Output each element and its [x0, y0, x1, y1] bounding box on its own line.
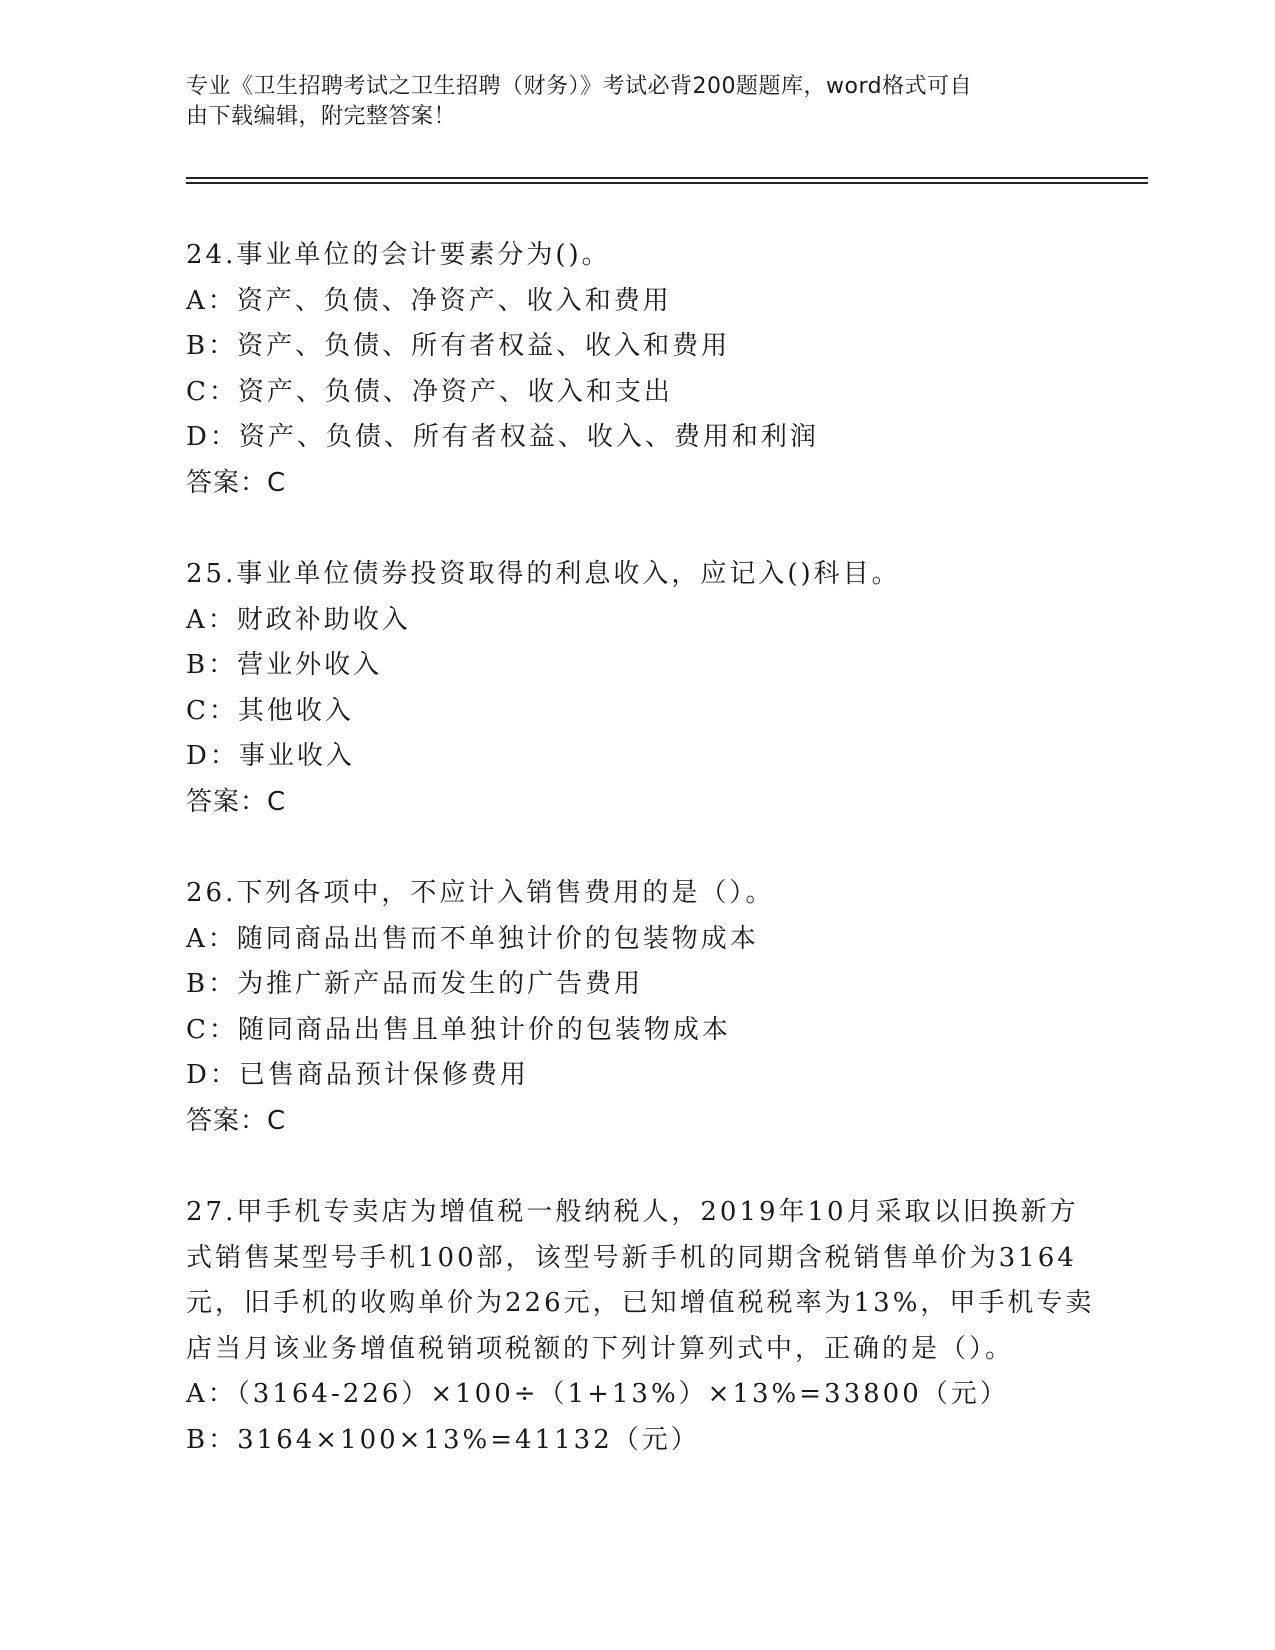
- header-divider-top: [186, 177, 1148, 179]
- question-26: [186, 871, 1086, 1144]
- option-c: C：资产、负债、净资产、收入和支出: [186, 376, 673, 407]
- option-d: D：已售商品预计保修费用: [186, 1060, 529, 1090]
- question-24: [186, 233, 1086, 506]
- option-c: C：其他收入: [186, 695, 354, 726]
- document-header: [186, 72, 1066, 132]
- option-b: B：3164×100×13%=41132（元）: [186, 1424, 700, 1455]
- question-stem-line-3: 元，旧手机的收购单价为226元，已知增值税税率为13%，甲手机专卖: [186, 1288, 1095, 1318]
- answer-line: 答案：C: [186, 1105, 287, 1136]
- header-line-1: 专业《卫生招聘考试之卫生招聘（财务）》考试必背200题题库，word格式可自: [186, 74, 973, 99]
- answer-line: 答案：C: [186, 467, 287, 498]
- answer-line: 答案：C: [186, 786, 287, 817]
- header-line-2: 由下载编辑，附完整答案！: [186, 104, 457, 129]
- question-stem: 24.事业单位的会计要素分为()。: [186, 240, 611, 270]
- header-divider-bottom: [186, 182, 1148, 184]
- option-d: D：事业收入: [186, 741, 355, 771]
- option-a: A：财政补助收入: [186, 604, 411, 635]
- question-stem: 26.下列各项中，不应计入销售费用的是（）。: [186, 878, 775, 908]
- option-b: B：营业外收入: [186, 650, 383, 680]
- option-a: A：随同商品出售而不单独计价的包装物成本: [186, 923, 759, 954]
- question-stem: 25.事业单位债券投资取得的利息收入，应记入()科目。: [186, 559, 901, 589]
- question-stem-line-4: 店当月该业务增值税销项税额的下列计算列式中，正确的是（）。: [186, 1333, 1015, 1364]
- option-b: B：资产、负债、所有者权益、收入和费用: [186, 331, 731, 361]
- question-stem-line-1: 27.甲手机专卖店为增值税一般纳税人，2019年10月采取以旧换新方: [186, 1197, 1079, 1227]
- question-27: [186, 1190, 1095, 1463]
- question-25: [186, 552, 1086, 825]
- question-stem-line-2: 式销售某型号手机100部，该型号新手机的同期含税销售单价为3164: [186, 1242, 1077, 1273]
- option-c: C：随同商品出售且单独计价的包装物成本: [186, 1014, 731, 1045]
- option-a: A：资产、负债、净资产、收入和费用: [186, 285, 672, 316]
- option-a: A：（3164-226）×100÷（1+13%）×13%=33800（元）: [186, 1379, 1009, 1409]
- question-list: [186, 233, 1095, 1509]
- option-b: B：为推广新产品而发生的广告费用: [186, 969, 644, 999]
- option-d: D：资产、负债、所有者权益、收入、费用和利润: [186, 422, 819, 452]
